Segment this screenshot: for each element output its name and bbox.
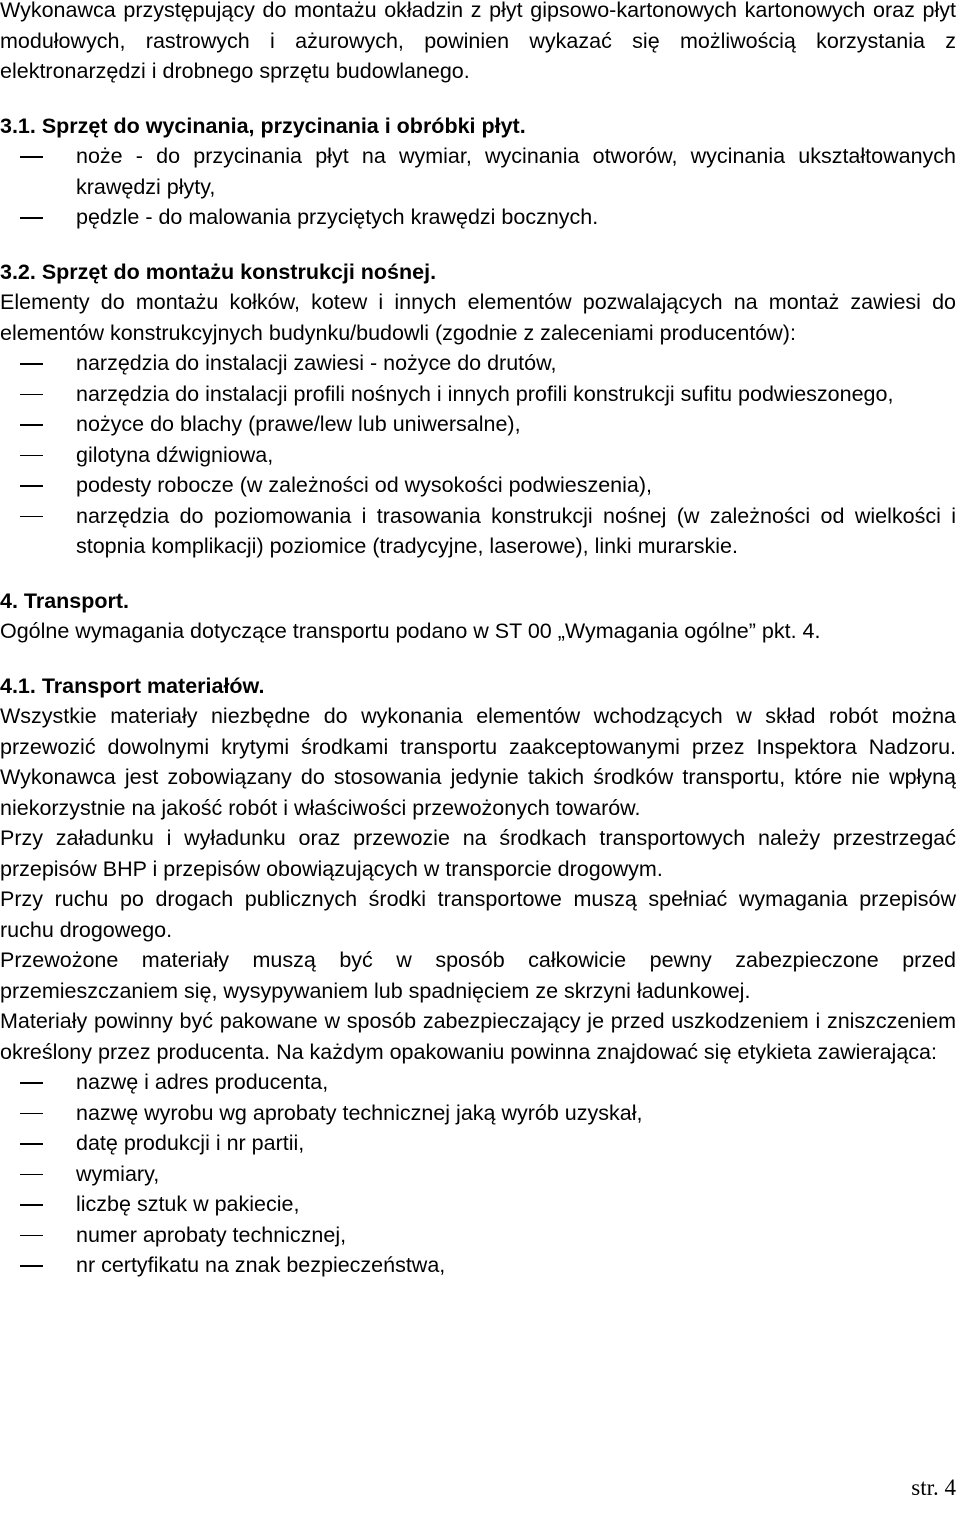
dash-bullet-icon xyxy=(20,156,43,158)
section-4-1-paragraph: Wszystkie materiały niezbędne do wykonania elementów wchodzących w skład robót można przewozić dowolnymi krytymi środkami transportu zaakceptowanymi przez Inspektora Nadzoru. Wykonawca jest zobowiązany do stosowania jedynie takich środków transportu, które nie wpłyną niekorzystnie na jakość robót i właściwości przewożonych towarów. xyxy=(0,704,956,820)
list-item: nazwę i adres producenta, xyxy=(0,1067,956,1098)
dash-bullet-icon xyxy=(20,363,43,365)
list-item: datę produkcji i nr partii, xyxy=(0,1128,956,1159)
list-item: narzędzia do poziomowania i trasowania konstrukcji nośnej (w zależności od wielkości i stopnia komplikacji) poziomice (tradycyjne, laserowe), linki murarskie. xyxy=(0,501,956,562)
section-3-1-heading: 3.1. Sprzęt do wycinania, przycinania i obróbki płyt. xyxy=(0,113,526,138)
list-item: narzędzia do instalacji zawiesi - nożyce do drutów, xyxy=(0,348,956,379)
label-contents-list xyxy=(0,1067,956,1281)
dash-bullet-icon xyxy=(20,394,43,396)
section-3-2-paragraph: Elementy do montażu kołków, kotew i innych elementów pozwalających na montaż zawiesi do elementów konstrukcyjnych budynku/budowli (zgodnie z zaleceniami producentów): xyxy=(0,290,956,345)
section-4-1-paragraph: Materiały powinny być pakowane w sposób zabezpieczający je przed uszkodzeniem i zniszczeniem określony przez producenta. Na każdym opakowaniu powinna znajdować się etykieta zawierająca: xyxy=(0,1009,956,1064)
spacer xyxy=(0,233,956,257)
spacer xyxy=(0,87,956,111)
intro-paragraph: Wykonawca przystępujący do montażu okładzin z płyt gipsowo-kartonowych kartonowych oraz płyt modułowych, rastrowych i ażurowych, powinien wykazać się możliwością korzystania z elektronarzędzi i drobnego sprzętu budowlanego. xyxy=(0,0,956,83)
list-item: podesty robocze (w zależności od wysokości podwieszenia), xyxy=(0,470,956,501)
dash-bullet-icon xyxy=(20,1235,43,1237)
dash-bullet-icon xyxy=(20,1082,43,1084)
section-3-1-list xyxy=(0,141,956,233)
dash-bullet-icon xyxy=(20,424,43,426)
list-item: nożyce do blachy (prawe/lew lub uniwersalne), xyxy=(0,409,956,440)
list-item: nazwę wyrobu wg aprobaty technicznej jaką wyrób uzyskał, xyxy=(0,1098,956,1129)
section-4-1-heading: 4.1. Transport materiałów. xyxy=(0,673,265,698)
dash-bullet-icon xyxy=(20,217,43,219)
dash-bullet-icon xyxy=(20,485,43,487)
dash-bullet-icon xyxy=(20,516,43,518)
spacer xyxy=(0,647,956,671)
dash-bullet-icon xyxy=(20,1113,43,1115)
section-4-paragraph: Ogólne wymagania dotyczące transportu podano w ST 00 „Wymagania ogólne” pkt. 4. xyxy=(0,619,821,643)
list-item: noże - do przycinania płyt na wymiar, wycinania otworów, wycinania ukształtowanych krawędzi płyty, xyxy=(0,141,956,202)
dash-bullet-icon xyxy=(20,1143,43,1145)
list-item: gilotyna dźwigniowa, xyxy=(0,440,956,471)
section-3-2-heading: 3.2. Sprzęt do montażu konstrukcji nośnej. xyxy=(0,259,437,284)
section-4-1-paragraph: Przewożone materiały muszą być w sposób całkowicie pewny zabezpieczone przed przemieszczaniem się, wysypywaniem lub spadnięciem ze skrzyni ładunkowej. xyxy=(0,948,956,1003)
list-item: liczbę sztuk w pakiecie, xyxy=(0,1189,956,1220)
section-3-2-list xyxy=(0,348,956,562)
list-item: narzędzia do instalacji profili nośnych i innych profili konstrukcji sufitu podwieszonego, xyxy=(0,379,956,410)
list-item: numer aprobaty technicznej, xyxy=(0,1220,956,1251)
section-4-heading: 4. Transport. xyxy=(0,588,130,613)
dash-bullet-icon xyxy=(20,1174,43,1176)
section-4-1-paragraph: Przy załadunku i wyładunku oraz przewozie na środkach transportowych należy przestrzegać przepisów BHP i przepisów obowiązujących w transporcie drogowym. xyxy=(0,826,956,881)
dash-bullet-icon xyxy=(20,1204,43,1206)
section-4-1-paragraph: Przy ruchu po drogach publicznych środki transportowe muszą spełniać wymagania przepisów ruchu drogowego. xyxy=(0,887,956,942)
spacer xyxy=(0,562,956,586)
list-item: nr certyfikatu na znak bezpieczeństwa, xyxy=(0,1250,956,1281)
page-number: str. 4 xyxy=(911,1475,956,1500)
list-item: wymiary, xyxy=(0,1159,956,1190)
dash-bullet-icon xyxy=(20,1265,43,1267)
list-item: pędzle - do malowania przyciętych krawędzi bocznych. xyxy=(0,202,956,233)
dash-bullet-icon xyxy=(20,455,43,457)
